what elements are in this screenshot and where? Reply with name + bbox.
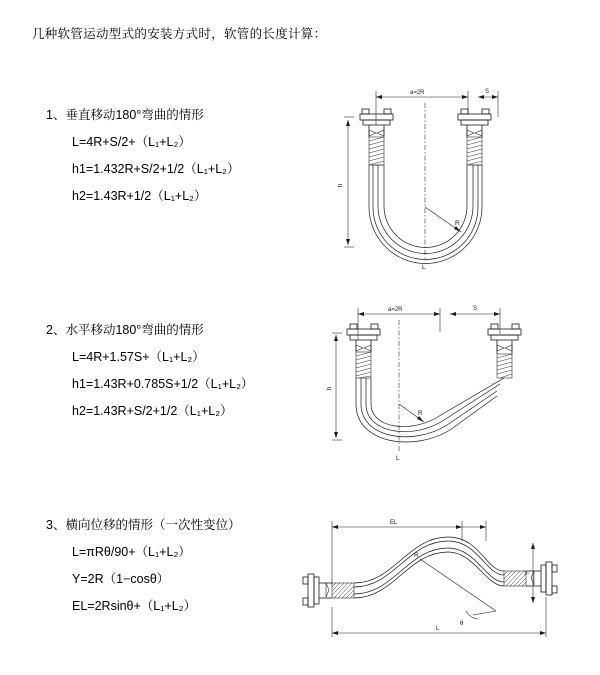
dim-l <box>332 597 546 637</box>
page-title: 几种软管运动型式的安装方式时，软管的长度计算： <box>32 27 327 41</box>
section-3-formula-3: EL=2Rsinθ+（L₁+L₂） <box>72 599 197 613</box>
hose-s-curve <box>354 537 504 598</box>
right-flange <box>488 324 521 378</box>
svg-text:a=2R: a=2R <box>410 90 425 96</box>
section-1-text <box>46 105 316 213</box>
svg-text:S: S <box>485 89 490 95</box>
hose-u-loop <box>356 378 504 442</box>
section-3-figure <box>290 507 570 647</box>
left-flange <box>347 324 380 378</box>
section-2-text <box>46 320 316 428</box>
svg-text:a=2R: a=2R <box>388 307 403 313</box>
svg-text:S: S <box>473 306 478 312</box>
svg-text:R: R <box>455 220 460 227</box>
section-1-title: 1、垂直移动180°弯曲的情形 <box>46 108 204 122</box>
right-flange <box>504 562 557 595</box>
vertical-180-bend-diagram <box>318 75 568 275</box>
section-1-formula-3: h2=1.43R+1/2（L₁+L₂） <box>72 189 207 203</box>
svg-text:R: R <box>418 410 423 417</box>
top-right-flange <box>458 109 491 165</box>
dim-r-theta <box>414 552 496 627</box>
svg-text:θ: θ <box>460 621 464 627</box>
section-3-text <box>46 515 316 623</box>
dim-h <box>327 333 342 440</box>
dim-r <box>399 404 424 422</box>
svg-text:L: L <box>436 626 440 632</box>
section-3-formula-1: L=πRθ/90+（L₁+L₂） <box>72 545 191 559</box>
section-2-formula-1: L=4R+1.57S+（L₁+L₂） <box>72 350 205 364</box>
dim-r <box>425 207 461 232</box>
dim-y <box>525 543 535 603</box>
label-l: L <box>396 455 400 462</box>
horizontal-180-bend-diagram <box>318 292 568 472</box>
lateral-offset-diagram <box>290 507 570 647</box>
section-3-formula-2: Y=2R（1−cosθ） <box>72 572 170 586</box>
section-2-formula-2: h1=1.43R+0.785S+1/2（L₁+L₂） <box>72 377 254 391</box>
section-1-figure <box>318 75 568 275</box>
section-2-figure <box>318 292 568 472</box>
label-l: L <box>422 264 426 271</box>
section-1-formula-1: L=4R+S/2+（L₁+L₂） <box>72 135 191 149</box>
dim-s <box>450 306 500 334</box>
dim-h <box>338 117 354 247</box>
top-left-flange <box>360 109 393 165</box>
section-3-title: 3、横向位移的情形（一次性变位） <box>46 518 241 532</box>
svg-text:h: h <box>338 183 344 187</box>
svg-text:h: h <box>327 386 333 390</box>
section-2-title: 2、水平移动180°弯曲的情形 <box>46 323 204 337</box>
dim-segment <box>462 521 486 541</box>
svg-text:R: R <box>414 552 419 559</box>
left-flange <box>303 574 354 607</box>
section-1-formula-2: h1=1.432R+S/2+1/2（L₁+L₂） <box>72 162 240 176</box>
svg-text:Y: Y <box>525 570 531 575</box>
svg-text:EL: EL <box>390 520 398 526</box>
section-2-formula-3: h2=1.43R+S/2+1/2（L₁+L₂） <box>72 404 233 418</box>
dim-s <box>478 89 498 117</box>
hose-u-loop <box>369 165 482 263</box>
